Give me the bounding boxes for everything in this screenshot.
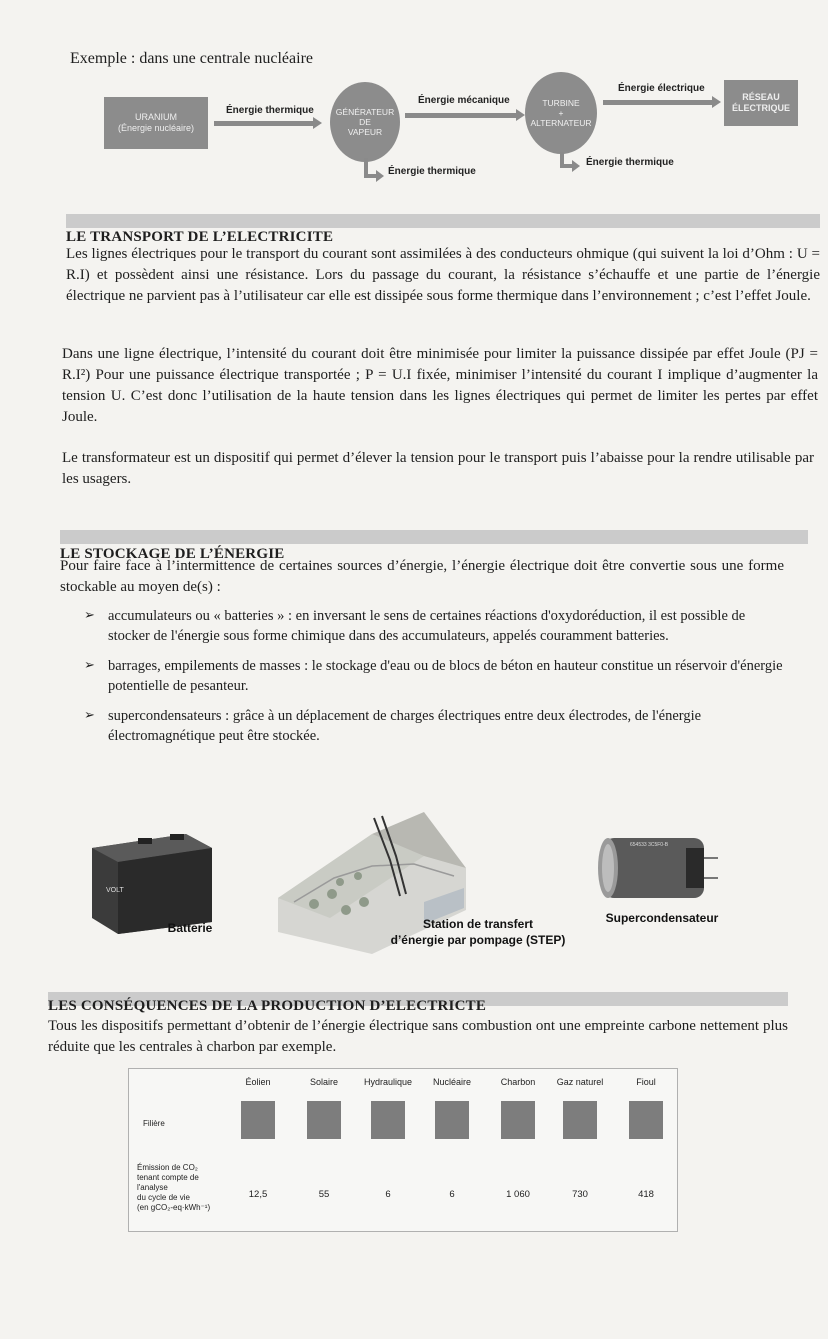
example-title: Exemple : dans une centrale nucléaire (70, 50, 313, 67)
arrow-thermal (214, 121, 314, 126)
emission-l4: du cycle de vie (137, 1193, 190, 1202)
step-caption (388, 916, 568, 948)
gas-flame-icon (563, 1101, 597, 1139)
uranium-box (104, 97, 208, 149)
list-item (60, 656, 784, 696)
arrow-thermal-label: Énergie thermique (226, 105, 314, 116)
nuclear-plant-icon (435, 1101, 469, 1139)
consequences-heading: LES CONSÉQUENCES DE LA PRODUCTION D’ELECTRICTE (48, 998, 487, 1014)
turbine-circle (525, 72, 597, 154)
supercap-illustration (594, 832, 724, 904)
reseau-l2: ÉLECTRIQUE (731, 103, 790, 113)
loss-label-1: Énergie thermique (388, 166, 476, 177)
value-hydraulique: 6 (385, 1189, 391, 1200)
col-header-charbon: Charbon (500, 1077, 536, 1087)
generator-l2: DE (359, 117, 371, 127)
oil-tank-icon (629, 1101, 663, 1139)
arrow-electric-label: Énergie électrique (618, 83, 705, 94)
loss-arrow-1-head (366, 174, 376, 178)
coal-wagon-icon (501, 1101, 535, 1139)
value-eolien: 12,5 (248, 1189, 268, 1200)
list-item-text: barrages, empilements de masses : le stockage d'eau ou de blocs de béton en hauteur constitue un réservoir d'énergie potentielle de pesanteur. (108, 658, 783, 694)
value-fioul: 418 (638, 1189, 654, 1200)
col-header-solaire: Solaire (309, 1077, 338, 1087)
battery-brand: VOLT (106, 887, 124, 894)
bullet-arrow-icon: ➢ (84, 658, 95, 673)
emissions-table (128, 1068, 678, 1232)
uranium-label: URANIUM (135, 112, 177, 122)
section-bar-transport (66, 214, 820, 228)
supercap-label: 654533 3C5F0-B (630, 842, 669, 848)
battery-caption: Batterie (167, 921, 213, 935)
turbine-l1: TURBINE (542, 98, 580, 108)
loss-arrow-2-head (562, 164, 572, 168)
col-header-fioul: Fioul (636, 1077, 656, 1087)
transport-p1: Les lignes électriques pour le transport du courant sont assimilées à des conducteurs ohmique (qui suivent la loi d’Ohm : U = R.I) et possèdent ainsi une résistance. Lors du passage du courant, la résistance s’échauffe et une partie de l’énergie électrique ne parvient pas à l’utilisateur car elle est dissipée sous forme thermique dans l’environnement ; c’est l’effet Joule. (66, 246, 820, 304)
uranium-sublabel: (Énergie nucléaire) (117, 123, 195, 133)
col-header-eolien: Éolien (245, 1077, 271, 1087)
step-caption-l2: d’énergie par pompage (STEP) (390, 933, 566, 947)
emission-label (137, 1163, 210, 1213)
loss-label-2: Énergie thermique (586, 157, 674, 168)
list-item-text: supercondensateurs : grâce à un déplacement de charges électriques entre deux électrodes, de l'énergie électromagnétique peut être stockée. (108, 708, 702, 744)
storage-list (60, 606, 784, 756)
transport-p3: Le transformateur est un dispositif qui permet d’élever la tension pour le transport puis l’abaisse pour la rendre utilisable par les usagers. (62, 450, 814, 487)
generator-l3: VAPEUR (347, 127, 383, 137)
solar-panel-icon (307, 1101, 341, 1139)
value-solaire: 55 (318, 1189, 330, 1200)
step-caption-l1: Station de transfert (422, 917, 533, 931)
list-item (60, 606, 784, 646)
wind-turbine-icon (241, 1101, 275, 1139)
value-charbon: 1 060 (506, 1189, 530, 1200)
emission-l2: tenant compte de (137, 1173, 199, 1182)
value-gaz: 730 (572, 1189, 588, 1200)
bullet-arrow-icon: ➢ (84, 608, 95, 623)
col-header-hydraulique: Hydraulique (363, 1077, 413, 1087)
transport-p2: Dans une ligne électrique, l’intensité du courant doit être minimisée pour limiter la puissance dissipée par effet Joule (PJ = R.I²) Pour une puissance électrique transportée ; P = U.I fixée, minimiser l’intensité du courant I implique d’augmenter la tension U. C’est donc l’utilisation de la haute tension dans les lignes électriques qui permet de limiter les pertes par effet Joule. (62, 346, 818, 425)
value-nucleaire: 6 (449, 1189, 455, 1200)
arrow-mechanical-label: Énergie mécanique (418, 95, 510, 106)
arrow-mechanical (405, 113, 517, 118)
stockage-intro: Pour faire face à l’intermittence de certaines sources d’énergie, l’énergie électrique doit être convertie sous une forme stockable au moyen de(s) : (60, 558, 784, 595)
emission-l1: Émission de CO₂ (137, 1163, 198, 1172)
col-header-gaz: Gaz naturel (556, 1077, 604, 1087)
turbine-l3: ALTERNATEUR (530, 118, 592, 128)
col-header-nucleaire: Nucléaire (432, 1077, 472, 1087)
emission-l5: (en gCO₂-eq·kWh⁻¹) (137, 1203, 211, 1212)
list-item-text: accumulateurs ou « batteries » : en inversant le sens de certaines réactions d'oxydoréduction, il est possible de stocker de l'énergie sous forme chimique dans des accumulateurs, appelés couramment batteries. (108, 608, 746, 644)
reseau-l1: RÉSEAU (742, 92, 780, 102)
section-bar-stockage (60, 530, 808, 544)
arrow-electric (603, 100, 713, 105)
supercap-caption: Supercondensateur (605, 911, 719, 925)
emission-l3: l'analyse (137, 1183, 168, 1192)
stockage-heading: LE STOCKAGE DE L’ÉNERGIE (60, 546, 285, 562)
consequences-p1: Tous les dispositifs permettant d’obtenir de l’énergie électrique sans combustion ont une empreinte carbone nettement plus réduite que les centrales à charbon par exemple. (48, 1018, 788, 1055)
filiere-label: Filière (143, 1119, 165, 1128)
lightning-icon (371, 1101, 405, 1139)
reseau-box (724, 80, 798, 126)
turbine-l2: + (558, 108, 564, 118)
generator-l1: GÉNÉRATEUR (335, 107, 395, 117)
bullet-arrow-icon: ➢ (84, 708, 95, 723)
generator-circle (330, 82, 400, 162)
transport-heading: LE TRANSPORT DE L’ELECTRICITE (66, 229, 334, 245)
list-item (60, 706, 784, 746)
